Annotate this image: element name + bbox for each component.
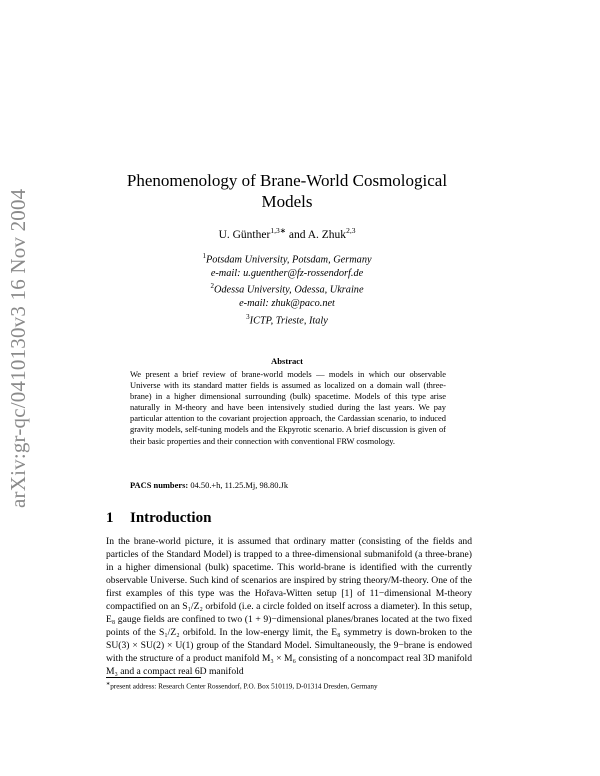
footnote [106,680,472,691]
affiliation-email: e-mail: zhuk@paco.net [239,298,335,310]
footnote-mark: ∗ [106,682,111,687]
introduction-body [106,535,472,679]
author-1-marks: 1,3∗ [270,226,286,235]
arxiv-identifier-stamp: arXiv:gr-qc/0410130v3 16 Nov 2004 [6,188,30,508]
affiliation-line [102,250,472,267]
paper-title: Phenomenology of Brane-World Cosmological Models [126,171,448,211]
abstract-heading: Abstract [271,356,303,366]
footnote-text: present address: Research Center Rossendorf, P.O. Box 510119, D-01314 Dresden, Germany [110,682,378,691]
affiliation-line [102,280,472,297]
affiliation-mark: 1 [202,252,206,260]
affiliation-mark: 3 [246,312,250,321]
section-heading [106,510,211,527]
author-connector: and [285,228,308,241]
affiliation-line [102,311,472,328]
body-paragraph: In the brane-world picture, it is assumed that ordinary matter (consisting of the fields and particles of the Standard Model) is trapped to a three-dimensional submanifold (a three-brane) in a higher dimensional (bulk) spacetime. This world-brane is identified with the currently observable Universe. Such kind of scenarios are inspired by string theory/M-theory. One of the first examples of this type was the Hořava-Witten setup [1] of 11−dimensional M-theory compactified on an S₁/Z₂ orbifold (i.e. a circle folded on itself across a diameter). In this setup, E₈ gauge fields are confined to two (1 + 9)−dimensional planes/branes located at the two fixed points of the S₁/Z₂ orbifold. In the low-energy limit, the E₈ symmetry is down-broken to the SU(3) × SU(2) × U(1) group of the Standard Model. Simultaneously, the 9−brane is endowed with the structure of a product manifold M₃ × M₆ consisting of a noncompact real 3D manifold M₃ and a compact real 6D manifold [106,536,472,678]
author-1-name: U. Günther [218,228,271,241]
pacs-line [130,480,446,490]
abstract-text: We present a brief review of brane-world models — models in which our observable Universe with its standard matter fields is assumed as localized on a domain wall (three-brane) in a higher dimensional surrounding (bulk) spacetime. Models of this type arise naturally in M-theory and have been intensively studied during the last years. We pay particular attention to the covariant projection approach, the Cardassian scenario, to induced gravity models, self-tuning models and the Ekpyrotic scenario. A brief discussion is given of their basic properties and their connection with conventional FRW cosmology. [130,369,446,446]
affiliations-block [102,250,472,328]
author-2-marks: 2,3 [346,226,356,235]
pacs-label: PACS numbers: [130,480,189,490]
affiliation-email: e-mail: u.guenther@fz-rossendorf.de [210,267,364,279]
affiliation-mark: 2 [210,282,214,291]
pacs-values: 04.50.+h, 11.25.Mj, 98.80.Jk [188,480,289,490]
affiliation-line [102,267,472,281]
author-line [102,226,472,241]
affiliation-text: Odessa University, Odessa, Ukraine [213,284,364,296]
affiliation-text: Potsdam University, Potsdam, Germany [205,254,372,266]
author-2-name: A. Zhuk [307,228,347,241]
affiliation-line [102,297,472,311]
section-number: 1 [106,510,114,526]
affiliation-text: ICTP, Trieste, Italy [249,315,328,327]
section-title: Introduction [130,510,212,526]
footnote-divider [106,677,201,678]
